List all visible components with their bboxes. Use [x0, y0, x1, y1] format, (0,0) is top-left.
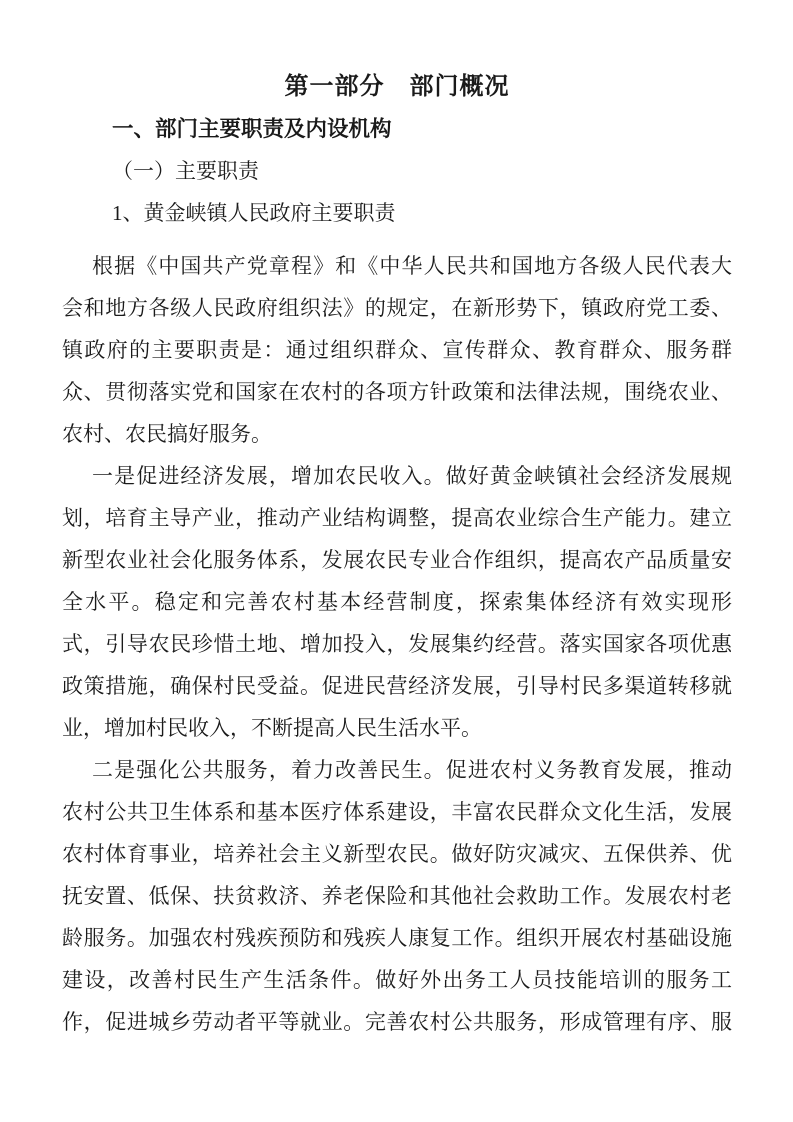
document-content [62, 66, 732, 1043]
text-line: 龄服务。加强农村残疾预防和残疾人康复工作。组织开展农村基础设施 [62, 926, 732, 950]
text-line: 镇政府的主要职责是：通过组织群众、宣传群众、教育群众、服务群 [62, 338, 732, 362]
text-line: 农村、农民搞好服务。 [62, 422, 272, 446]
text-line: 二是强化公共服务，着力改善民生。促进农村义务教育发展，推动 [92, 758, 732, 782]
subsection-heading: 1、黄金峡镇人民政府主要职责 [112, 201, 396, 225]
document-body [62, 108, 732, 1043]
text-line: 业，增加村民收入，不断提高人民生活水平。 [62, 716, 482, 740]
text-line: 政策措施，确保村民受益。促进民营经济发展，引导村民多渠道转移就 [62, 674, 732, 698]
text-line: 农村公共卫生体系和基本医疗体系建设，丰富农民群众文化生活，发展 [62, 800, 732, 824]
text-line: 新型农业社会化服务体系，发展农民专业合作组织，提高农产品质量安 [62, 548, 732, 572]
text-line: 作，促进城乡劳动者平等就业。完善农村公共服务，形成管理有序、服 [62, 1010, 732, 1034]
document-title: 第一部分 部门概况 [284, 73, 510, 100]
text-line: 一是促进经济发展，增加农民收入。做好黄金峡镇社会经济发展规 [92, 464, 732, 488]
text-line: 划，培育主导产业，推动产业结构调整，提高农业综合生产能力。建立 [62, 506, 732, 530]
paragraph [62, 245, 732, 455]
paragraph [62, 749, 732, 1043]
subsection-heading: （一）主要职责 [112, 159, 259, 183]
text-line: 建设，改善村民生产生活条件。做好外出务工人员技能培训的服务工 [62, 968, 732, 992]
paragraph [62, 455, 732, 749]
text-line: 式，引导农民珍惜土地、增加投入，发展集约经营。落实国家各项优惠 [62, 632, 732, 656]
section-heading: 一、部门主要职责及内设机构 [112, 117, 392, 141]
text-line: 根据《中国共产党章程》和《中华人民共和国地方各级人民代表大 [92, 254, 732, 278]
text-line: 农村体育事业，培养社会主义新型农民。做好防灾减灾、五保供养、优 [62, 842, 732, 866]
text-line: 会和地方各级人民政府组织法》的规定，在新形势下，镇政府党工委、 [62, 296, 732, 320]
text-line: 抚安置、低保、扶贫救济、养老保险和其他社会救助工作。发展农村老 [62, 884, 732, 908]
text-line: 全水平。稳定和完善农村基本经营制度，探索集体经济有效实现形 [62, 590, 732, 614]
text-line: 众、贯彻落实党和国家在农村的各项方针政策和法律法规，围绕农业、 [62, 380, 732, 404]
